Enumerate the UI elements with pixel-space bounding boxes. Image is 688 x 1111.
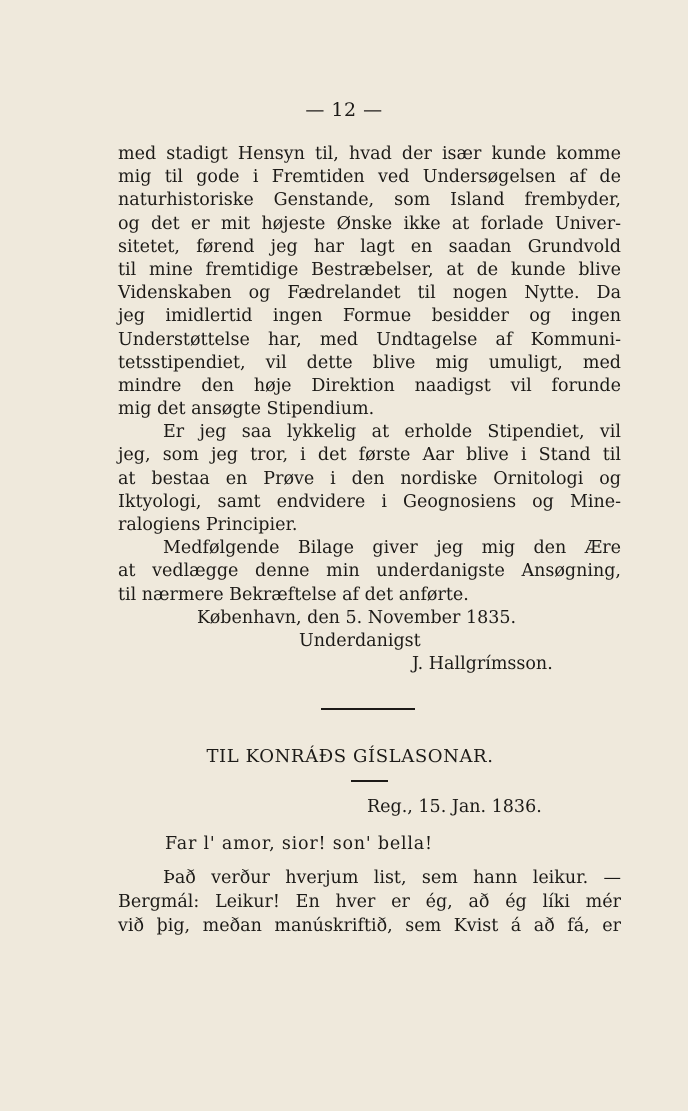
text-line: naturhistoriske Genstande, som Island frembyder, xyxy=(118,190,621,211)
letter-body xyxy=(118,143,621,676)
text-line: at bestaa en Prøve i den nordiske Ornitologi og xyxy=(118,468,621,489)
text-line: Medfølgende Bilage giver jeg mig den Ære xyxy=(163,538,621,559)
letter2-body xyxy=(118,832,621,938)
text-line: Er jeg saa lykkelig at erholde Stipendiet, vil xyxy=(163,422,621,443)
text-line: mig det ansøgte Stipendium. xyxy=(118,399,375,420)
text-line: mindre den høje Direktion naadigst vil forunde xyxy=(118,375,621,396)
page-number: — 12 — xyxy=(305,99,383,121)
registration-date: Reg., 15. Jan. 1836. xyxy=(367,797,542,817)
text-line: til nærmere Bekræftelse af det anførte. xyxy=(118,584,469,605)
section-heading: TIL KONRÁÐS GÍSLASONAR. xyxy=(206,746,494,767)
salutation: Far l' amor, sior! son' bella! xyxy=(165,834,433,854)
heading-underline xyxy=(351,780,388,782)
text-line: og det er mit højeste Ønske ikke at forlade Univer- xyxy=(118,213,621,234)
text-line: til mine fremtidige Bestræbelser, at de kunde blive xyxy=(118,259,621,280)
text-line: tetsstipendiet, vil dette blive mig umuligt, med xyxy=(118,352,621,373)
text-line: ralogiens Principier. xyxy=(118,515,298,535)
text-line: mig til gode i Fremtiden ved Undersøgelsen af de xyxy=(118,167,621,188)
section-divider xyxy=(321,708,415,710)
text-line: Videnskaben og Fædrelandet til nogen Nytte. Da xyxy=(118,283,621,304)
closing: Underdanigst xyxy=(299,630,421,651)
text-line: jeg imidlertid ingen Formue besidder og ingen xyxy=(118,306,621,327)
spacer xyxy=(118,856,621,866)
text-line: Bergmál: Leikur! En hver er ég, að ég líki mér xyxy=(118,892,621,912)
text-line: sitetet, førend jeg har lagt en saadan Grundvold xyxy=(118,236,621,257)
place-date: København, den 5. November 1835. xyxy=(197,607,517,628)
text-line: Understøttelse har, med Undtagelse af Kommuni- xyxy=(118,329,621,350)
text-line: við þig, meðan manúskriftið, sem Kvist á að fá, er xyxy=(118,916,621,936)
text-line: jeg, som jeg tror, i det første Aar blive i Stand til xyxy=(118,445,621,466)
signature: J. Hallgrímsson. xyxy=(412,654,553,675)
text-line: at vedlægge denne min underdanigste Ansøgning, xyxy=(118,561,621,582)
text-line: med stadigt Hensyn til, hvad der især kunde komme xyxy=(118,144,621,164)
text-line: Það verður hverjum list, sem hann leikur. — xyxy=(163,868,621,888)
text-line: Iktyologi, samt endvidere i Geognosiens og Mine- xyxy=(118,491,621,512)
